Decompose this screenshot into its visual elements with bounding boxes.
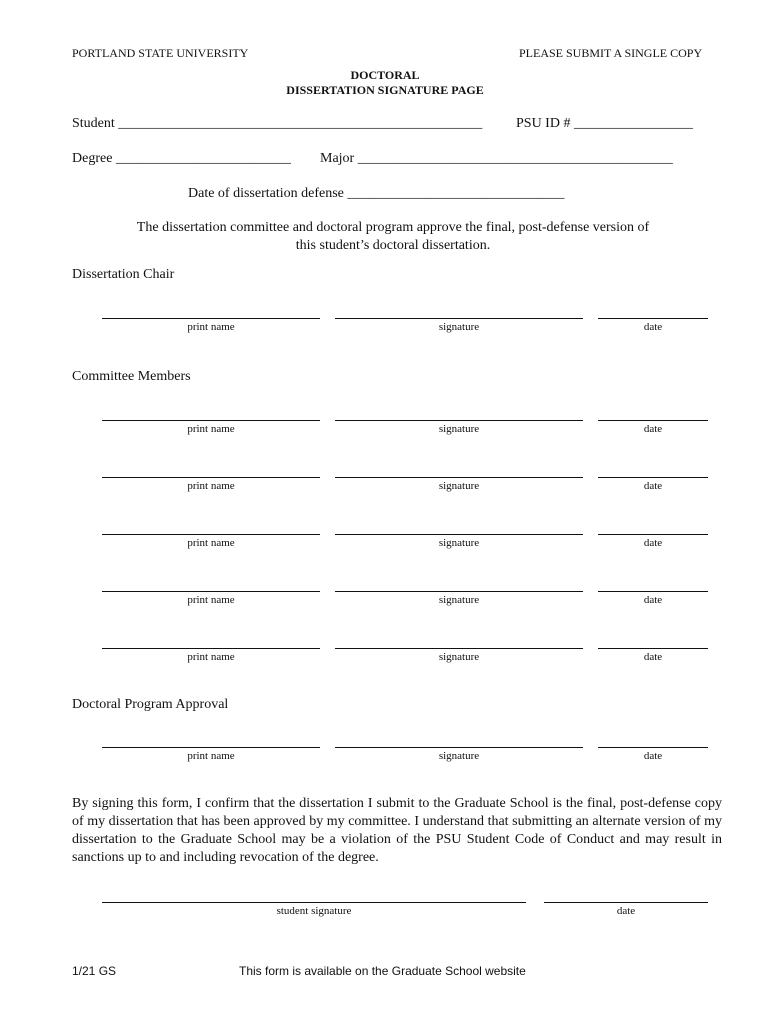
student-date-caption: date	[616, 905, 636, 917]
confirmation-statement: By signing this form, I confirm that the dissertation I submit to the Graduate School is the final, post-defense copy of my dissertation that has been approved by my committee. I understand that submitting an alternate version of my dissertation to the Graduate School may be a violation of the PSU Student Code of Conduct and may result in sanctions up to and including revocation of the degree.	[72, 796, 722, 865]
signature-caption: signature	[438, 750, 480, 762]
section-dissertation-chair: Dissertation Chair	[72, 267, 175, 282]
signature-caption: signature	[438, 480, 480, 492]
copy-note: PLEASE SUBMIT A SINGLE COPY	[519, 46, 703, 60]
defense-date-field[interactable]: Date of dissertation defense _______________________________	[188, 186, 565, 201]
approval-statement-line1: The dissertation committee and doctoral program approve the final, post-defense version of	[136, 220, 650, 235]
print-name-caption: print name	[187, 750, 235, 762]
date-line[interactable]	[598, 648, 708, 649]
signature-line[interactable]	[335, 648, 583, 649]
print-name-line[interactable]	[102, 477, 320, 478]
print-name-caption: print name	[187, 651, 235, 663]
date-caption: date	[643, 480, 663, 492]
date-line[interactable]	[598, 477, 708, 478]
form-title-line1: DOCTORAL	[350, 68, 420, 82]
degree-field[interactable]: Degree _________________________	[72, 151, 291, 166]
date-line[interactable]	[598, 318, 708, 319]
form-code: 1/21 GS	[72, 964, 117, 978]
print-name-line[interactable]	[102, 648, 320, 649]
print-name-caption: print name	[187, 423, 235, 435]
print-name-line[interactable]	[102, 318, 320, 319]
date-caption: date	[643, 321, 663, 333]
date-line[interactable]	[598, 420, 708, 421]
print-name-line[interactable]	[102, 747, 320, 748]
signature-line[interactable]	[335, 477, 583, 478]
date-caption: date	[643, 537, 663, 549]
university-name: PORTLAND STATE UNIVERSITY	[72, 46, 249, 60]
signature-line[interactable]	[335, 747, 583, 748]
print-name-caption: print name	[187, 537, 235, 549]
approval-statement-line2: this student’s doctoral dissertation.	[295, 238, 491, 253]
signature-line[interactable]	[335, 318, 583, 319]
signature-line[interactable]	[335, 534, 583, 535]
signature-caption: signature	[438, 537, 480, 549]
print-name-line[interactable]	[102, 591, 320, 592]
print-name-caption: print name	[187, 321, 235, 333]
section-committee-members: Committee Members	[72, 369, 191, 384]
date-caption: date	[643, 423, 663, 435]
date-caption: date	[643, 594, 663, 606]
print-name-caption: print name	[187, 480, 235, 492]
date-caption: date	[643, 651, 663, 663]
date-line[interactable]	[598, 591, 708, 592]
student-date-line[interactable]	[544, 902, 708, 903]
print-name-line[interactable]	[102, 534, 320, 535]
date-line[interactable]	[598, 534, 708, 535]
psu-id-field[interactable]: PSU ID # _________________	[516, 116, 693, 131]
student-field[interactable]: Student ____________________________________________________	[72, 116, 483, 131]
signature-caption: signature	[438, 651, 480, 663]
availability-note: This form is available on the Graduate School website	[239, 964, 526, 978]
signature-caption: signature	[438, 321, 480, 333]
date-line[interactable]	[598, 747, 708, 748]
signature-line[interactable]	[335, 420, 583, 421]
student-signature-line[interactable]	[102, 902, 526, 903]
section-doctoral-program-approval: Doctoral Program Approval	[72, 697, 229, 712]
print-name-caption: print name	[187, 594, 235, 606]
student-signature-caption: student signature	[276, 905, 352, 917]
signature-line[interactable]	[335, 591, 583, 592]
print-name-line[interactable]	[102, 420, 320, 421]
signature-caption: signature	[438, 423, 480, 435]
signature-caption: signature	[438, 594, 480, 606]
form-title-line2: DISSERTATION SIGNATURE PAGE	[286, 83, 484, 97]
date-caption: date	[643, 750, 663, 762]
major-field[interactable]: Major _____________________________________________	[320, 151, 673, 166]
